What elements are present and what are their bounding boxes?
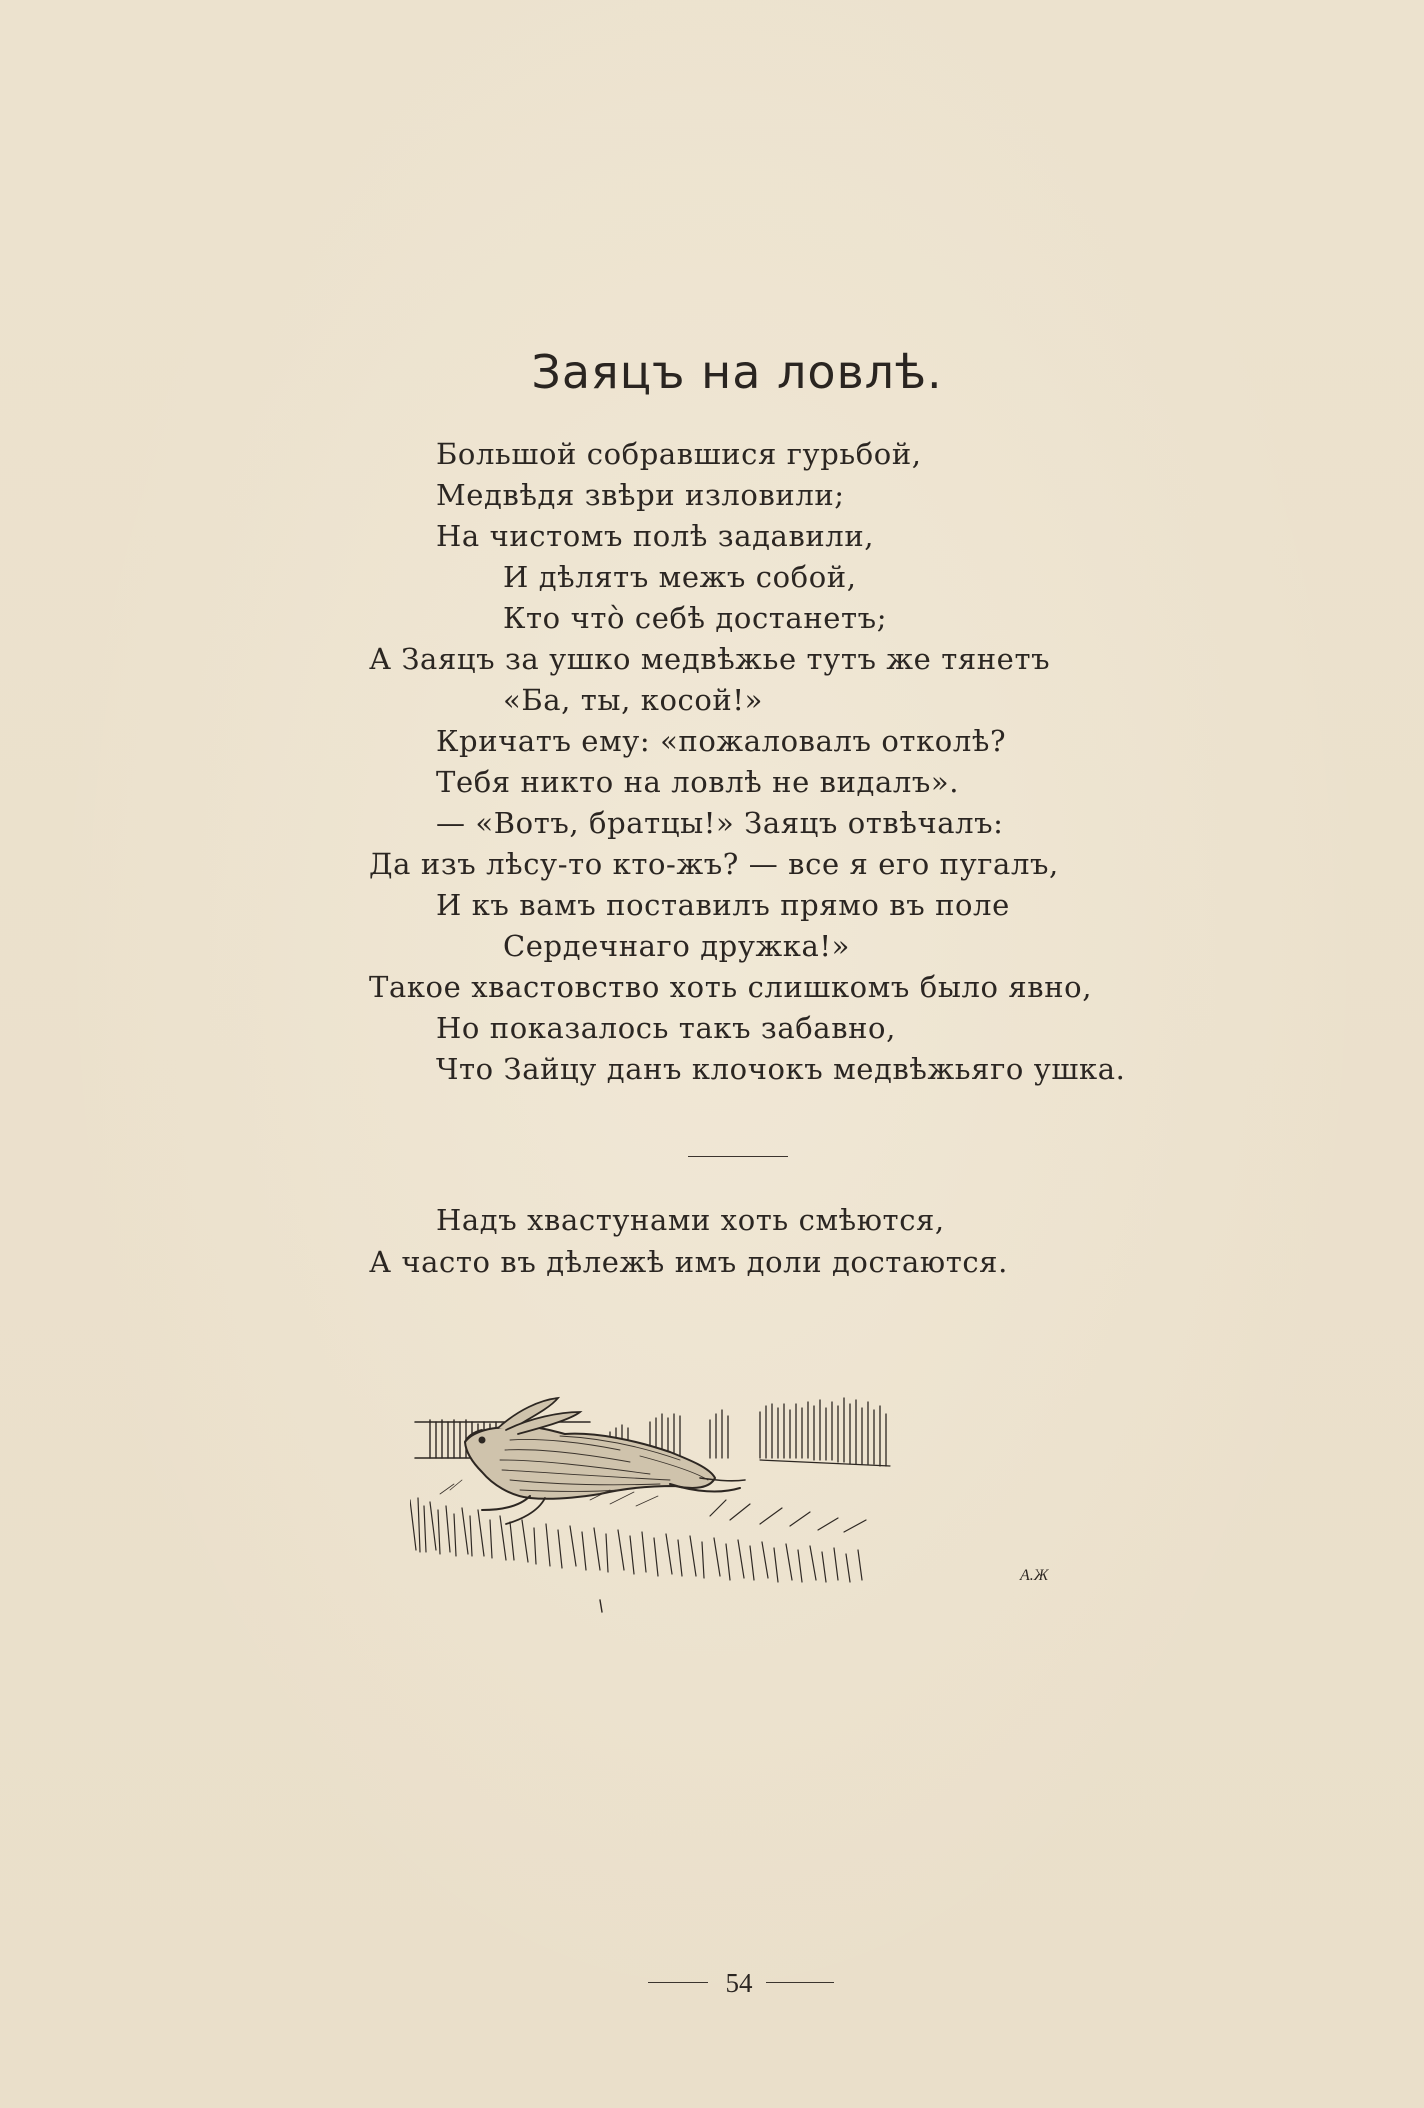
moral-line: А часто въ дѣлежѣ имъ доли достаются. (369, 1245, 1008, 1279)
poem-line: И дѣлятъ межъ собой, (503, 560, 857, 594)
page-number-footer (0, 1965, 1424, 2005)
folio-dash-left (648, 1982, 708, 1983)
moral-line: Надъ хвастунами хоть смѣются, (436, 1203, 945, 1237)
poem-line: Медвѣдя звѣри изловили; (436, 478, 845, 512)
poem-line: И къ вамъ поставилъ прямо въ поле (436, 888, 1010, 922)
poem-line: Кто что̀ себѣ достанетъ; (503, 601, 888, 635)
fable-title: Заяцъ на ловлѣ. (531, 345, 943, 399)
poem-line: Но показалось такъ забавно, (436, 1011, 896, 1045)
poem-line: Такое хвастовство хоть слишкомъ было явно, (369, 970, 1093, 1004)
poem-line: Кричатъ ему: «пожаловалъ отколѣ? (436, 724, 1007, 758)
poem-line: Большой собравшися гурьбой, (436, 437, 922, 471)
poem-line: Тебя никто на ловлѣ не видалъ». (436, 765, 960, 799)
poem-line: Да изъ лѣсу-то кто-жъ? — все я его пугалъ, (369, 847, 1059, 881)
poem-line: На чистомъ полѣ задавили, (436, 519, 875, 553)
illustration-signature: А.Ж (1020, 1567, 1049, 1584)
poem-line: Что Зайцу данъ клочокъ медвѣжьяго ушка. (436, 1052, 1126, 1086)
hare-illustration (410, 1380, 1070, 1620)
poem-line: «Ба, ты, косой!» (503, 683, 763, 717)
poem-line: А Заяцъ за ушко медвѣжье тутъ же тянетъ (369, 642, 1051, 676)
folio-dash-right (766, 1982, 834, 1983)
poem-line: — «Вотъ, братцы!» Заяцъ отвѣчалъ: (436, 806, 1004, 840)
section-divider (688, 1156, 788, 1157)
page-number: 54 (725, 1968, 753, 1998)
poem-line: Сердечнаго дружка!» (503, 929, 850, 963)
